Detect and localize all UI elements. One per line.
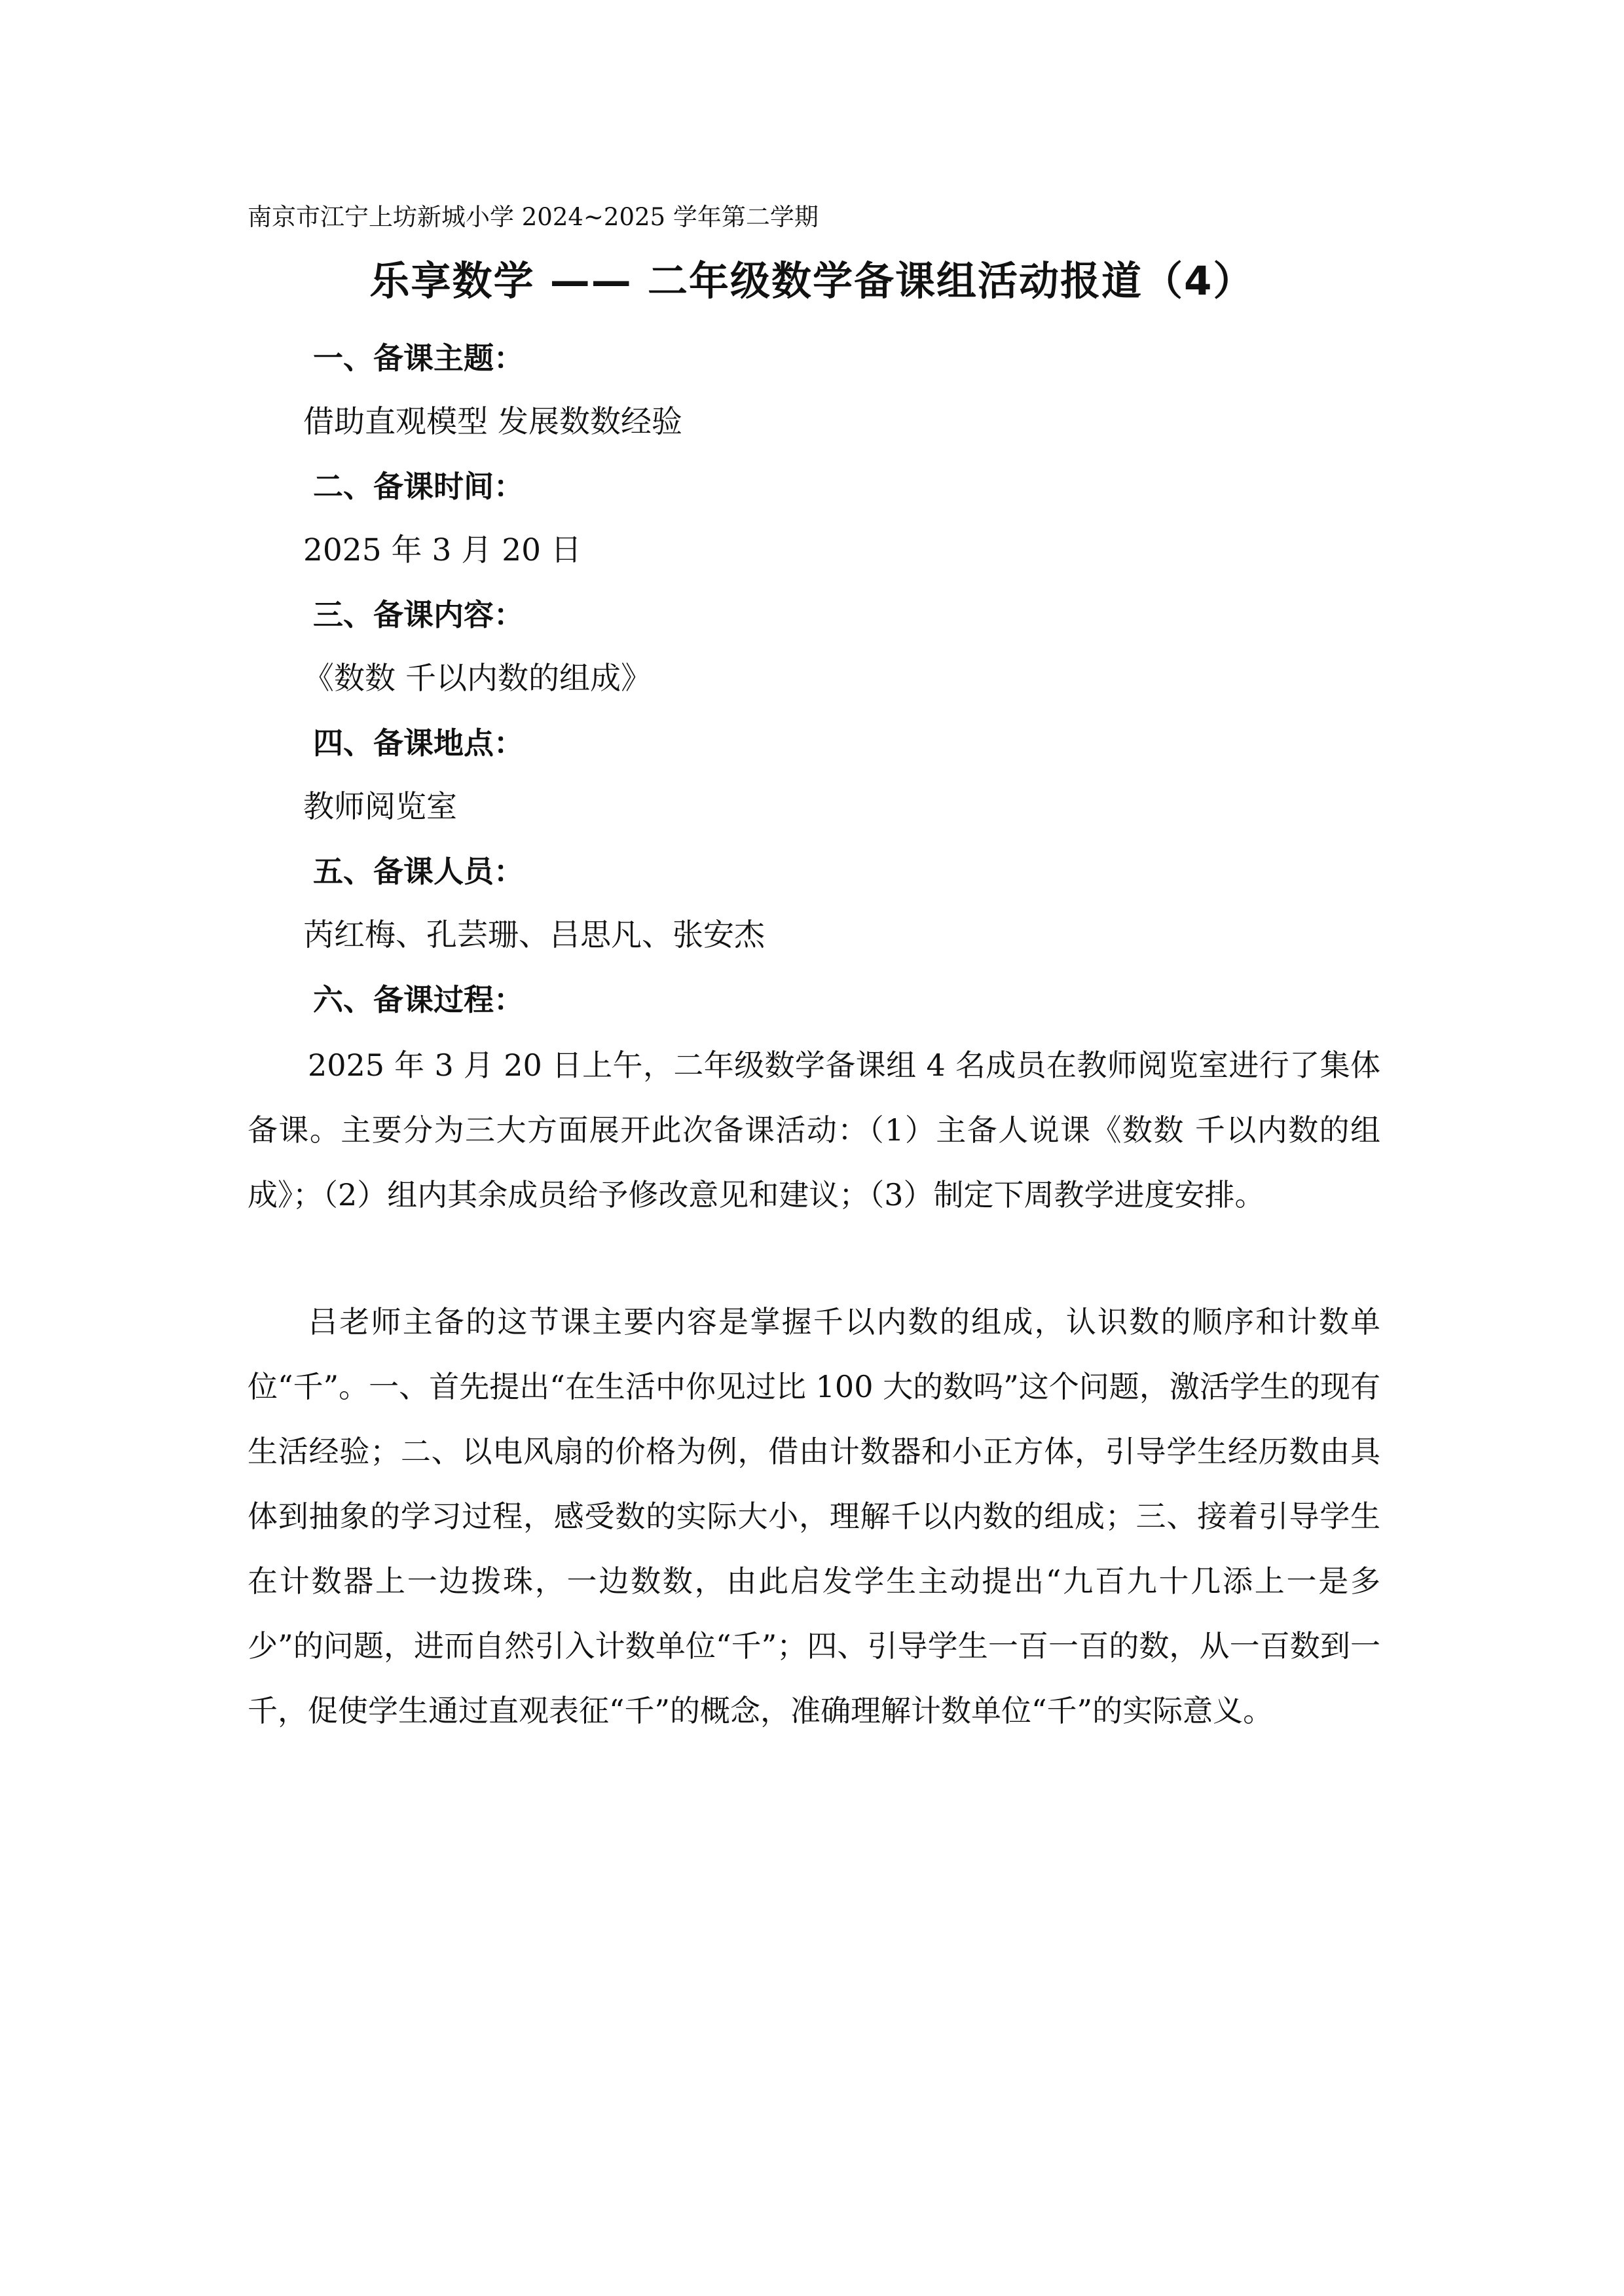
section-heading-content: 三、备课内容： <box>313 597 524 632</box>
section-value-location: 教师阅览室 <box>303 789 457 825</box>
process-paragraph-overview: 2025 年 3 月 20 日上午，二年级数学备课组 4 名成员在教师阅览室进行了集体备课。主要分为三大方面展开此次备课活动：（1）主备人说课《数数 千以内数的组成》；（2）组内其余成员给予修改意见和建议；（3）制定下周教学进度安排。 <box>248 1048 1380 1212</box>
school-term-header: 南京市江宁上坊新城小学 2024~2025 学年第二学期 <box>248 203 819 231</box>
section-value-time: 2025 年 3 月 20 日 <box>303 532 582 568</box>
section-value-content: 《数数 千以内数的组成》 <box>303 661 652 697</box>
section-heading-location: 四、备课地点： <box>313 725 524 761</box>
process-paragraph-lesson-details: 吕老师主备的这节课主要内容是掌握千以内数的组成，认识数的顺序和计数单位“千”。一、首先提出“在生活中你见过比 100 大的数吗”这个问题，激活学生的现有生活经验；二、以电风扇的价格为例，借由计数器和小正方体，引导学生经历数由具体到抽象的学习过程，感受数的实际大小，理解千以内数的组成；三、接着引导学生在计数器上一边拨珠，一边数数，由此启发学生主动提出“九百九十几添上一是多少”的问题，进而自然引入计数单位“千”；四、引导学生一百一百的数，从一百数到一千，促使学生通过直观表征“千”的概念，准确理解计数单位“千”的实际意义。 <box>248 1304 1380 1728</box>
section-heading-staff: 五、备课人员： <box>313 854 524 889</box>
section-value-theme: 借助直观模型 发展数数经验 <box>303 404 682 440</box>
section-heading-time: 二、备课时间： <box>313 469 524 504</box>
report-title: 乐享数学 —— 二年级数学备课组活动报道（4） <box>369 258 1255 304</box>
section-heading-theme: 一、备课主题： <box>313 340 524 376</box>
section-value-staff: 芮红梅、孔芸珊、吕思凡、张安杰 <box>303 917 765 953</box>
section-heading-process: 六、备课过程： <box>313 982 524 1017</box>
